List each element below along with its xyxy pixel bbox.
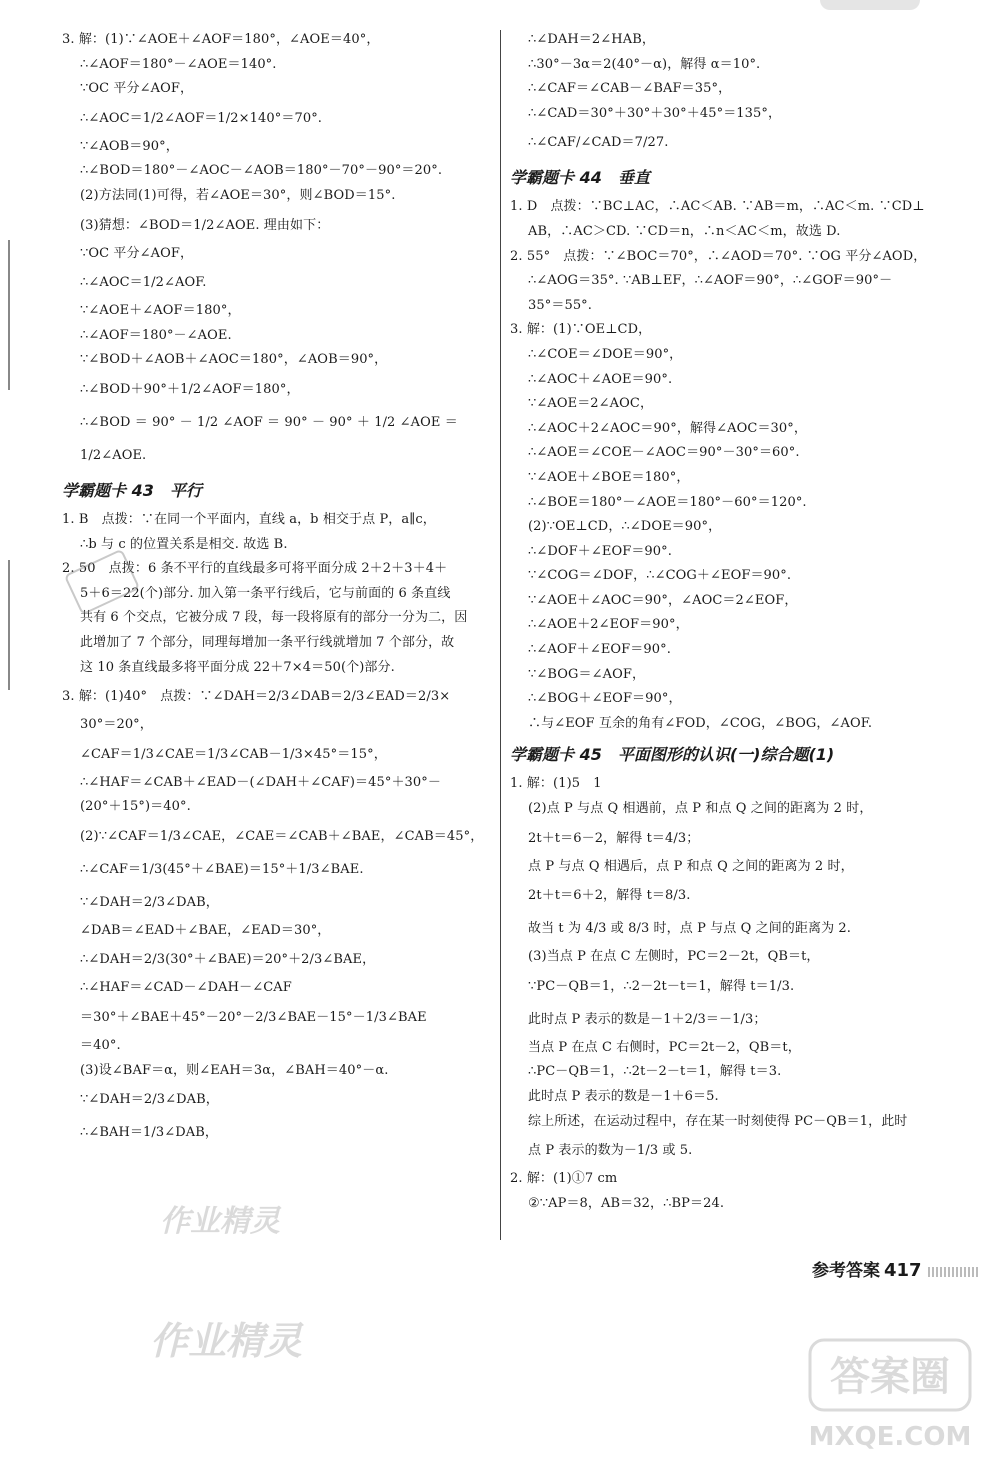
answer-line: (3)设∠BAF＝α，则∠EAH＝3α，∠BAH＝40°－α. — [80, 1062, 389, 1078]
answer-line: ∴∠AOE＋2∠EOF＝90°， — [528, 617, 689, 633]
answer-line: ∴∠AOE＝∠COE－∠AOC＝90°－30°＝60°. — [528, 445, 800, 461]
answer-line: ∴b 与 c 的位置关系是相交. 故选 B. — [80, 536, 288, 552]
column-divider — [500, 30, 501, 1240]
answer-line: ∴∠DOF＋∠EOF＝90°. — [528, 543, 672, 559]
answer-line: ∵∠COG＝∠DOF，∴∠COG＋∠EOF＝90°. — [528, 568, 792, 584]
logo-text: 答案圈 — [830, 1354, 950, 1400]
answer-line: ∵OC 平分∠AOF， — [80, 81, 194, 97]
margin-mark — [8, 240, 10, 390]
left-block-2 — [62, 508, 494, 1149]
answer-line: ∴∠BOE＝180°－∠AOE＝180°－60°＝120°. — [528, 494, 807, 510]
answer-line: 1. 解：(1)5 1 — [510, 776, 602, 792]
section-title-45: 学霸题卡 45 平面图形的认识(一)综合题(1) — [510, 745, 835, 765]
answer-line: ∴∠AOC＝1/2∠AOF. — [80, 275, 207, 291]
site-logo — [800, 1330, 980, 1460]
answer-line: 2t＋t＝6＋2，解得 t＝8/3. — [528, 888, 691, 904]
answer-line: 3. 解：(1)∵∠AOE＋∠AOF＝180°，∠AOE＝40°， — [62, 32, 380, 47]
answer-line: ∴∠AOC＋∠AOE＝90°. — [528, 371, 673, 387]
footer-label: 参考答案 — [812, 1261, 880, 1281]
answer-line: ∵∠AOB＝90°， — [80, 138, 179, 154]
answer-line: 当点 P 在点 C 右侧时，PC＝2t－2，QB＝t， — [528, 1039, 801, 1055]
answer-line: ∴∠DAH＝2/3(30°＋∠BAE)＝20°＋2/3∠BAE， — [80, 952, 376, 968]
answer-line: ∴∠HAF＝∠CAB＋∠EAD－(∠DAH＋∠CAF)＝45°＋30°－ — [80, 774, 441, 790]
page-number: 417 — [884, 1260, 922, 1281]
answer-line: ∴∠AOF＝180°－∠AOE＝140°. — [80, 56, 277, 72]
answer-line: ∴∠AOF＝180°－∠AOE. — [80, 327, 232, 343]
answer-line: ∴∠CAF＝1/3(45°＋∠BAE)＝15°＋1/3∠BAE. — [80, 861, 364, 877]
answer-line: ∴∠AOC＋2∠AOC＝90°，解得∠AOC＝30°， — [528, 420, 807, 436]
logo-url: MXQE.COM — [808, 1422, 972, 1452]
answer-line: ∵∠AOE＋∠BOE＝180°， — [528, 469, 690, 485]
answer-line: (20°＋15°)＝40°. — [80, 799, 191, 815]
answer-line: ∴∠AOG＝35°. ∵AB⊥EF，∴∠AOF＝90°，∴∠GOF＝90°－ — [528, 273, 893, 289]
page-footer — [812, 1256, 978, 1281]
answer-line: ∴∠BOD＝180°－∠AOC－∠AOB＝180°－70°－90°＝20°. — [80, 163, 443, 179]
margin-mark — [8, 560, 10, 690]
section-title-43: 学霸题卡 43 平行 — [62, 480, 202, 500]
answer-line: ∵∠DAH＝2/3∠DAB， — [80, 1092, 219, 1108]
answer-line: 5＋6＝22(个)部分. 加入第一条平行线后，它与前面的 6 条直线 — [80, 585, 451, 601]
answer-line: 1. D 点拨：∵BC⊥AC，∴AC＜AB. ∵AB＝m，∴AC＜m. ∵CD⊥ — [510, 199, 925, 215]
answer-line: ∵PC－QB＝1，∴2－2t－t＝1，解得 t＝1/3. — [528, 978, 795, 994]
answer-line: (3)猜想：∠BOD＝1/2∠AOE. 理由如下： — [80, 217, 330, 233]
answer-line: ∴∠BOG＋∠EOF＝90°， — [528, 691, 682, 707]
answer-line: ∴∠AOC＝1/2∠AOF＝1/2×140°＝70°. — [80, 110, 323, 126]
answer-line: (2)点 P 与点 Q 相遇前，点 P 和点 Q 之间的距离为 2 时， — [528, 801, 873, 817]
right-block-2 — [510, 195, 962, 736]
logo-icon — [800, 1330, 980, 1460]
answer-line: ∵∠AOE＝2∠AOC， — [528, 396, 654, 412]
answer-line: ∵∠DAH＝2/3∠DAB， — [80, 894, 219, 910]
answer-line: (2)方法同(1)可得，若∠AOE＝30°，则∠BOD＝15°. — [80, 187, 396, 203]
answer-line: ∴PC－QB＝1，∴2t－2－t＝1，解得 t＝3. — [528, 1064, 782, 1080]
right-block-3 — [510, 772, 962, 1216]
watermark: 作业精灵 — [150, 1319, 303, 1363]
answer-line: ∴∠BAH＝1/3∠DAB， — [80, 1125, 219, 1141]
answer-line: ∴30°－3α＝2(40°－α)，解得 α＝10°. — [528, 56, 761, 72]
answer-line: 2. 解：(1)①7 cm — [510, 1171, 618, 1187]
answer-line: (3)当点 P 在点 C 左侧时，PC＝2－2t，QB＝t， — [528, 949, 820, 965]
footer-decoration — [928, 1267, 978, 1277]
answer-line: (2)∵∠CAF＝1/3∠CAE，∠CAE＝∠CAB＋∠BAE，∠CAB＝45°， — [80, 828, 484, 844]
answer-line: 此增加了 7 个部分，同理每增加一条平行线就增加 7 个部分，故 — [80, 634, 455, 650]
answer-line: ∴∠CAD＝30°＋30°＋30°＋45°＝135°， — [528, 105, 782, 121]
answer-line: 共有 6 个交点，它被分成 7 段，每一段将原有的部分一分为二，因 — [80, 610, 468, 626]
right-block-1 — [510, 28, 962, 159]
answer-line: 30°＝20°， — [80, 717, 153, 733]
answer-line: ∵∠BOD＋∠AOB＋∠AOC＝180°，∠AOB＝90°， — [80, 352, 388, 368]
answer-line: ∴∠COE＝∠DOE＝90°， — [528, 346, 683, 362]
left-block-1 — [62, 28, 494, 472]
section-title-44: 学霸题卡 44 垂直 — [510, 168, 650, 188]
answer-line: 点 P 与点 Q 相遇后，点 P 和点 Q 之间的距离为 2 时， — [528, 858, 854, 874]
answer-line: 3. 解：(1)∵OE⊥CD， — [510, 322, 652, 338]
answer-line: ＝40°. — [80, 1038, 121, 1054]
answer-line: ∴∠HAF＝∠CAD－∠DAH－∠CAF — [80, 980, 292, 996]
answer-line: ∠DAB＝∠EAD＋∠BAE，∠EAD＝30°， — [80, 922, 331, 938]
answer-line: ∴与∠EOF 互余的角有∠FOD，∠COG，∠BOG，∠AOF. — [528, 715, 873, 731]
answer-line: ∵∠AOE＋∠AOF＝180°， — [80, 303, 241, 319]
answer-line: ∴∠CAF/∠CAD＝7/27. — [528, 135, 669, 151]
answer-line: ②∵AP＝8，AB＝32，∴BP＝24. — [528, 1195, 725, 1211]
answer-line: 故当 t 为 4/3 或 8/3 时，点 P 与点 Q 之间的距离为 2. — [528, 921, 852, 937]
answer-line: ∠CAF＝1/3∠CAE＝1/3∠CAB－1/3×45°＝15°， — [80, 746, 387, 762]
answer-line: 1. B 点拨：∵在同一个平面内，直线 a，b 相交于点 P，a∥c， — [62, 511, 436, 527]
answer-line: 综上所述，在运动过程中，存在某一时刻使得 PC－QB＝1，此时 — [528, 1113, 908, 1129]
answer-line: 3. 解：(1)40° 点拨：∵∠DAH＝2/3∠DAB＝2/3∠EAD＝2/3× — [62, 689, 451, 705]
answer-line: 这 10 条直线最多将平面分成 22＋7×4＝50(个)部分. — [80, 659, 395, 675]
answer-line: 此时点 P 表示的数是－1＋2/3＝－1/3； — [528, 1011, 767, 1027]
answer-line: ∴∠BOD＋90°＋1/2∠AOF＝180°， — [80, 381, 300, 397]
watermark: 作业精灵 — [160, 1204, 280, 1239]
answer-line: 1/2∠AOE. — [80, 447, 147, 463]
answer-line: 此时点 P 表示的数是－1＋6＝5. — [528, 1089, 719, 1104]
answer-line: ∵∠BOG＝∠AOF， — [528, 666, 646, 682]
answer-line: ∵∠AOE＋∠AOC＝90°，∠AOC＝2∠EOF， — [528, 592, 798, 608]
answer-line: ∴∠BOD ＝ 90° － 1/2 ∠AOF ＝ 90° － 90° ＋ 1/2 ∠AOE ＝ — [80, 414, 458, 430]
answer-line: 点 P 表示的数为－1/3 或 5. — [528, 1143, 693, 1159]
answer-line: ∴∠CAF＝∠CAB－∠BAF＝35°， — [528, 81, 732, 97]
answer-line: 2. 50 点拨：6 条不平行的直线最多可将平面分成 2＋2＋3＋4＋ — [62, 561, 448, 577]
answer-line: AB，∴AC＞CD. ∵CD＝n，∴n＜AC＜m，故选 D. — [528, 223, 841, 239]
answer-line: ∵OC 平分∠AOF， — [80, 245, 194, 261]
answer-line: ＝30°＋∠BAE＋45°－20°－2/3∠BAE－15°－1/3∠BAE — [80, 1010, 427, 1026]
answer-line: 2t＋t＝6－2，解得 t＝4/3； — [528, 830, 700, 846]
right-column — [510, 28, 962, 1216]
answer-line: 35°＝55°. — [528, 297, 593, 313]
scan-artifact — [820, 0, 920, 10]
answer-line: ∴∠DAH＝2∠HAB， — [528, 32, 655, 47]
answer-line: (2)∵OE⊥CD，∴∠DOE＝90°， — [528, 519, 722, 535]
answer-line: ∴∠AOF＋∠EOF＝90°. — [528, 642, 671, 658]
answer-line: 2. 55° 点拨：∵∠BOC＝70°，∴∠AOD＝70°. ∵OG 平分∠AOD， — [510, 248, 927, 264]
